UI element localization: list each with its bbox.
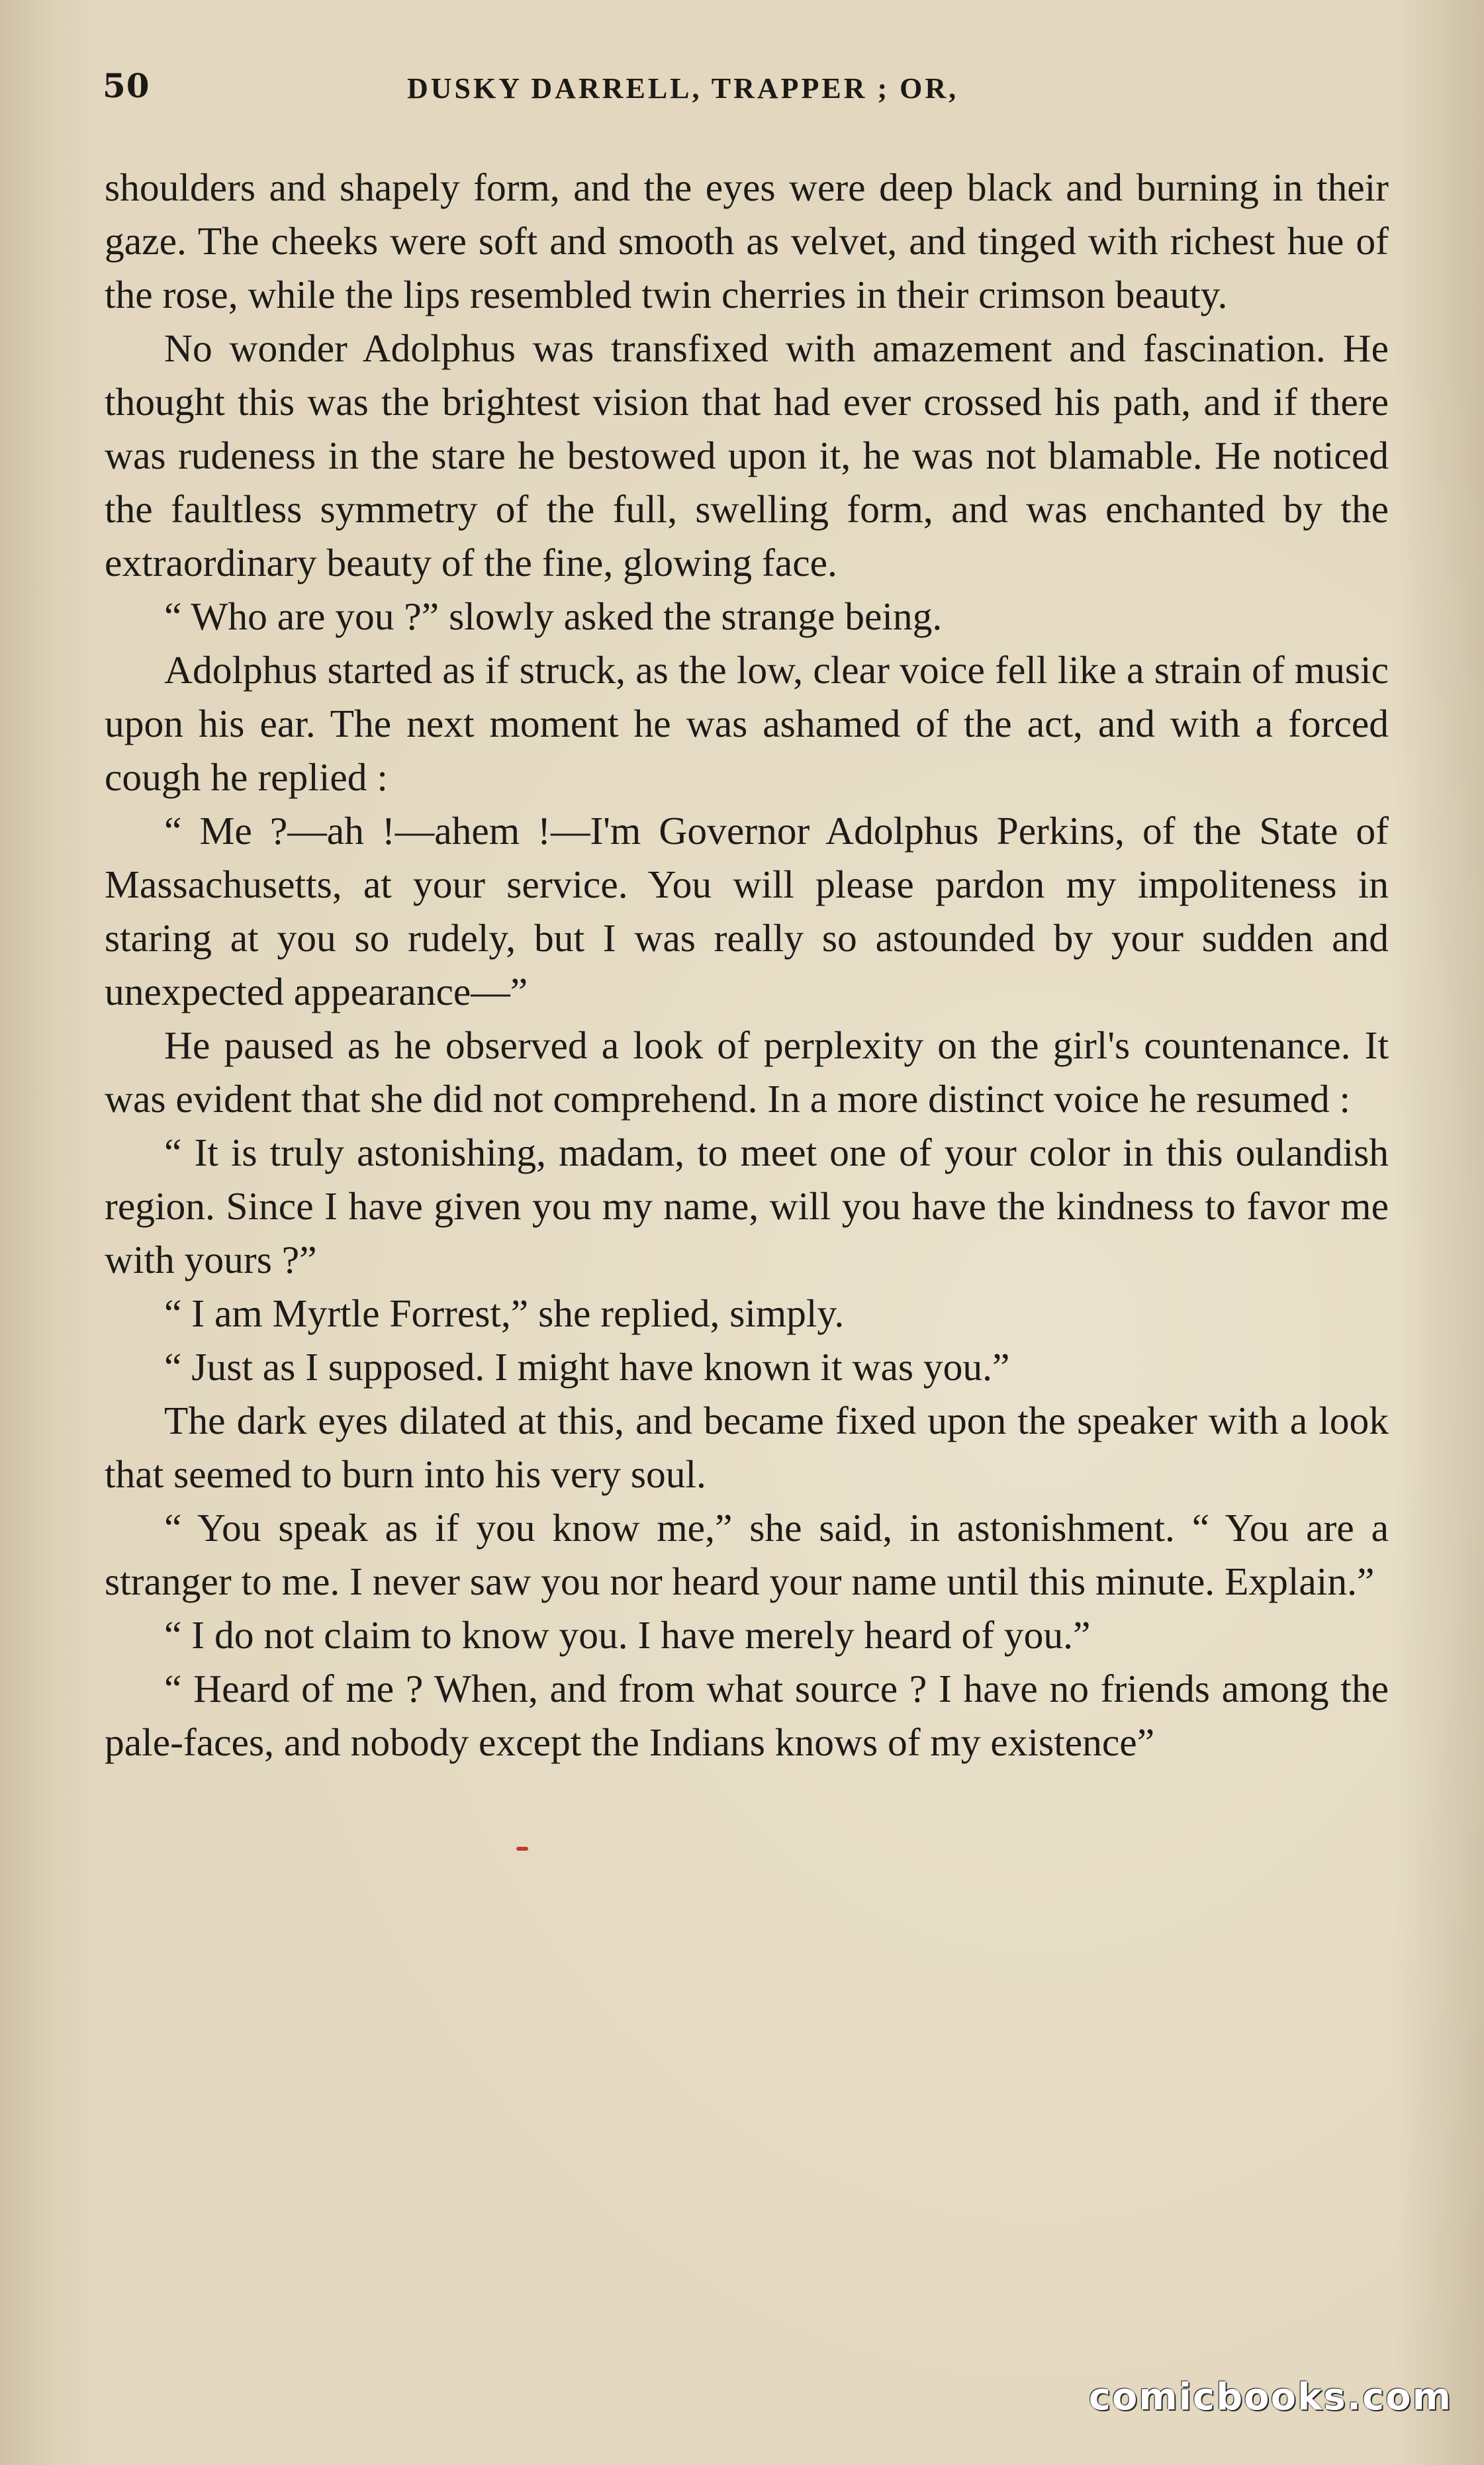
paragraph: Adolphus started as if struck, as the low, clear voice fell like a strain of music upon his ear. The next moment he was ashamed of the act, and with a forced cough he replied : [105,648,1389,799]
paragraph: “ It is truly astonishing, madam, to meet one of your color in this oulandish region. Since I have given you my name, will you have the kindness to favor me with yours ?” [105,1131,1389,1281]
paragraph: “ You speak as if you know me,” she said, in astonishment. “ You are a stranger to me. I never saw you nor heard your name until this minute. Explain.” [105,1506,1389,1603]
running-title: DUSKY DARRELL, TRAPPER ; OR, [407,72,959,105]
paragraph: “ Just as I supposed. I might have known it was you.” [164,1345,1010,1389]
paragraph: The dark eyes dilated at this, and became fixed upon the speaker with a look that seemed to burn into his very soul. [105,1399,1389,1496]
paragraph: shoulders and shapely form, and the eyes were deep black and burning in their gaze. The cheeks were soft and smooth as velvet, and tinged with richest hue of the rose, while the lips resembled twin cherries in their crimson beauty. [105,165,1389,316]
paragraph: “ Heard of me ? When, and from what source ? I have no friends among the pale-faces, and nobody except the Indians knows of my existence” [105,1667,1389,1764]
watermark: comicbooks.com [1088,2376,1452,2419]
paragraph: “ I am Myrtle Forrest,” she replied, simply. [164,1291,845,1335]
paragraph: “ Who are you ?” slowly asked the strange being. [164,594,943,638]
body-text [105,161,1389,1769]
running-head [103,66,1413,119]
paragraph: He paused as he observed a look of perplexity on the girl's countenance. It was evident that she did not comprehend. In a more distinct voice he resumed : [105,1023,1389,1121]
paragraph: “ Me ?—ah !—ahem !—I'm Governor Adolphus Perkins, of the State of Massachusetts, at your service. You will please pardon my impoliteness in staring at you so rudely, but I was really so astounded by your sudden and unexpected appearance—” [105,809,1389,1013]
page-number: 50 [103,66,150,105]
paragraph: “ I do not claim to know you. I have merely heard of you.” [164,1613,1091,1657]
ink-mark [516,1847,528,1851]
paragraph: No wonder Adolphus was transfixed with amazement and fascination. He thought this was the brightest vision that had ever crossed his path, and if there was rudeness in the stare he bestowed upon it, he was not blamable. He noticed the faultless symmetry of the full, swelling form, and was enchanted by the extraordinary beauty of the fine, glowing face. [105,326,1389,584]
